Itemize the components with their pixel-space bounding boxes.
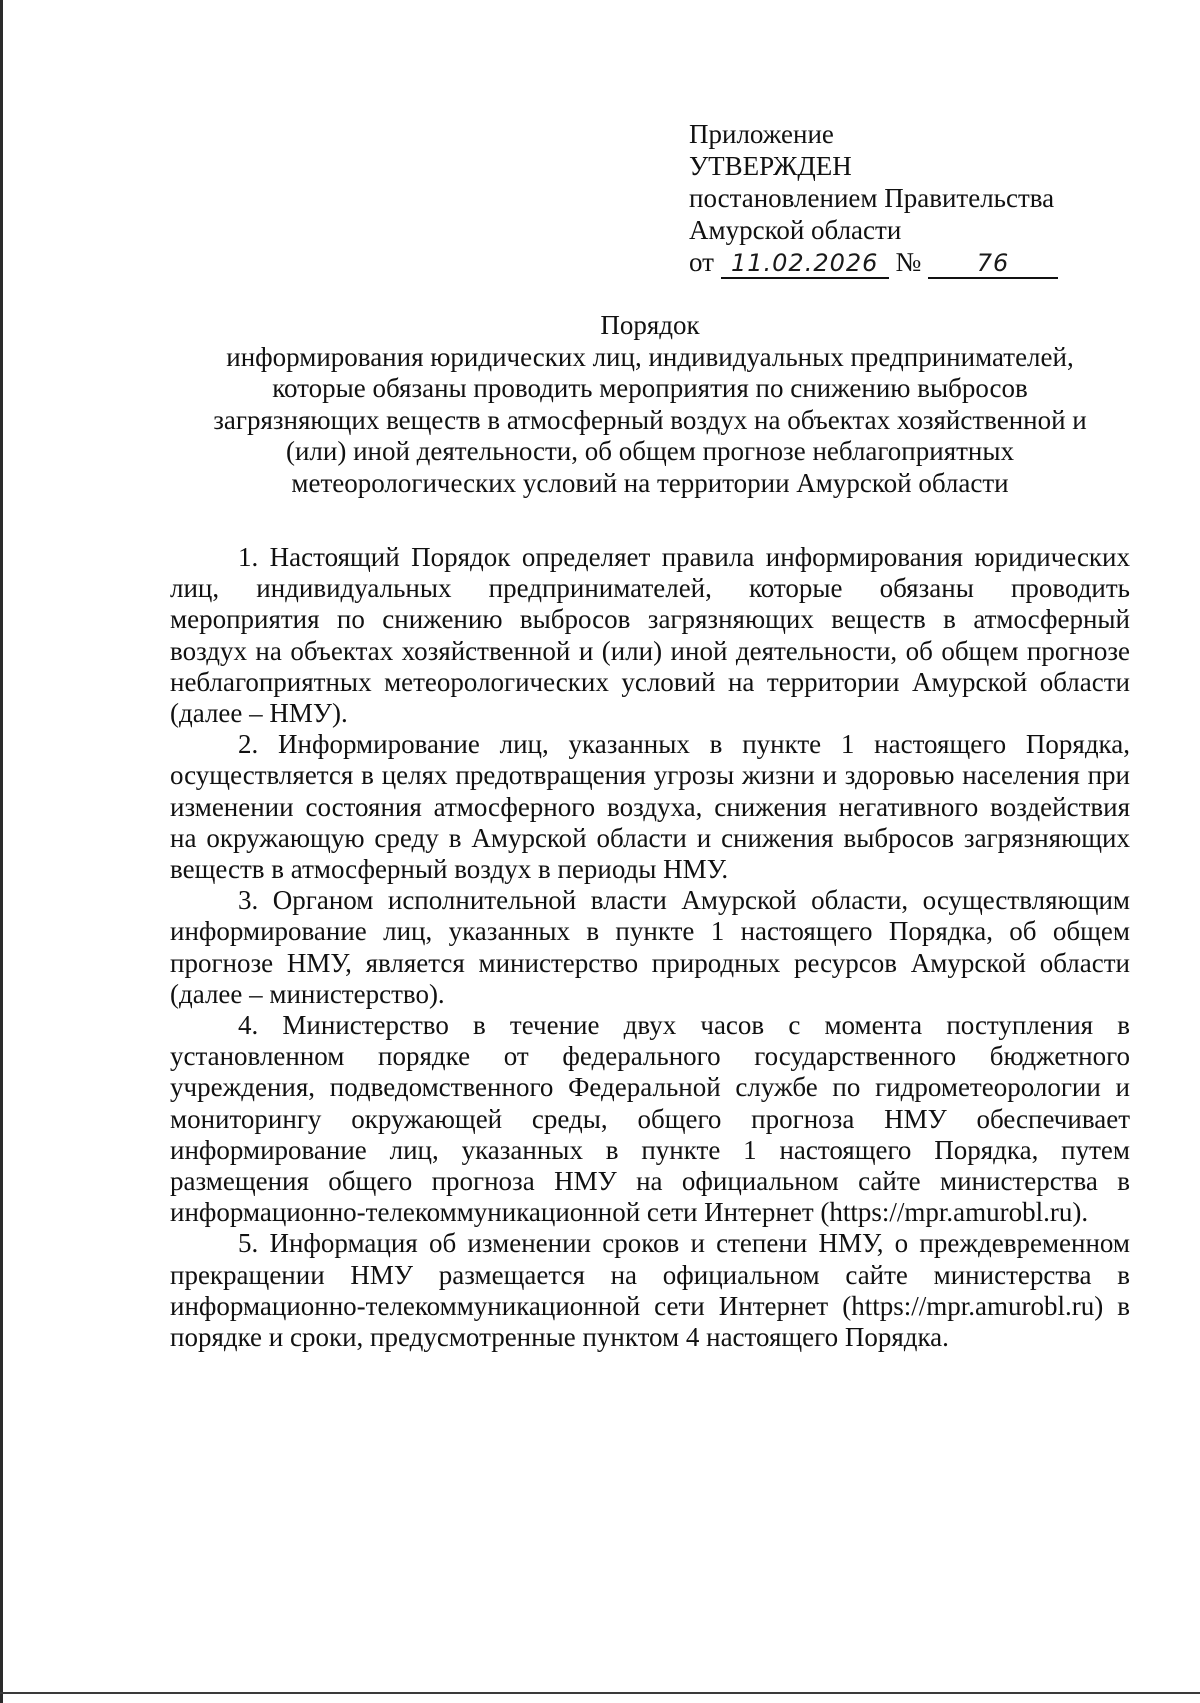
approval-region-label: Амурской области xyxy=(689,215,902,245)
document-title: Порядок xyxy=(600,310,700,340)
approval-block xyxy=(689,118,1058,279)
document-subtitle-line: информирования юридических лиц, индивидуальных предпринимателей, xyxy=(226,341,1074,372)
scan-left-edge xyxy=(0,0,3,1703)
number-label: № xyxy=(895,247,922,277)
document-body xyxy=(170,542,1130,1353)
date-field xyxy=(721,248,889,279)
scan-bottom-edge xyxy=(0,1692,1200,1694)
approval-date-number-row xyxy=(689,246,1058,279)
document-subtitle-line: которые обязаны проводить мероприятия по снижению выбросов xyxy=(272,373,1028,403)
document-title-block xyxy=(170,310,1130,499)
paragraph-2: 2. Информирование лиц, указанных в пункте 1 настоящего Порядка, осуществляется в целях предотвращения угрозы жизни и здоровью населения при изменении состояния атмосферного воздуха, снижения негативного воздействия на окружающую среду в Амурской области и снижения выбросов загрязняющих веществ в атмосферный воздух в периоды НМУ. xyxy=(170,729,1130,885)
date-prefix: от xyxy=(689,247,714,277)
document-subtitle-line: (или) иной деятельности, об общем прогнозе неблагоприятных xyxy=(285,436,1015,466)
paragraph-3: 3. Органом исполнительной власти Амурской области, осуществляющим информирование лиц, указанных в пункте 1 настоящего Порядка, об общем прогнозе НМУ, является министерство природных ресурсов Амурской области (далее – министерство). xyxy=(170,885,1130,1009)
approval-resolution-label: постановлением Правительства xyxy=(689,183,1055,213)
approval-appendix-label: Приложение xyxy=(689,119,834,149)
approval-approved-label: УТВЕРЖДЕН xyxy=(689,151,852,181)
document-subtitle-line: метеорологических условий на территории Амурской области xyxy=(291,467,1009,498)
paragraph-1: 1. Настоящий Порядок определяет правила информирования юридических лиц, индивидуальных предпринимателей, которые обязаны проводить мероприятия по снижению выбросов загрязняющих веществ в атмосферный воздух на объектах хозяйственной и (или) иной деятельности, об общем прогнозе неблагоприятных метеорологических условий на территории Амурской области (далее – НМУ). xyxy=(170,542,1130,729)
document-subtitle-line: загрязняющих веществ в атмосферный воздух на объектах хозяйственной и xyxy=(213,404,1087,435)
paragraph-5: 5. Информация об изменении сроков и степени НМУ, о преждевременном прекращении НМУ размещается на официальном сайте министерства в информационно-телекоммуникационной сети Интернет (https://mpr.amurobl.ru) в порядке и сроки, предусмотренные пунктом 4 настоящего Порядка. xyxy=(170,1228,1130,1353)
number-field xyxy=(928,248,1058,279)
handwritten-number: 76 xyxy=(976,249,1010,277)
handwritten-date: 11.02.2026 xyxy=(730,249,879,277)
paragraph-4: 4. Министерство в течение двух часов с момента поступления в установленном порядке от федерального государственного бюджетного учреждения, подведомственного Федеральной службе по гидрометеорологии и мониторингу окружающей среды, общего прогноза НМУ обеспечивает информирование лиц, указанных в пункте 1 настоящего Порядка, путем размещения общего прогноза НМУ на официальном сайте министерства в информационно-телекоммуникационной сети Интернет (https://mpr.amurobl.ru). xyxy=(170,1010,1130,1228)
